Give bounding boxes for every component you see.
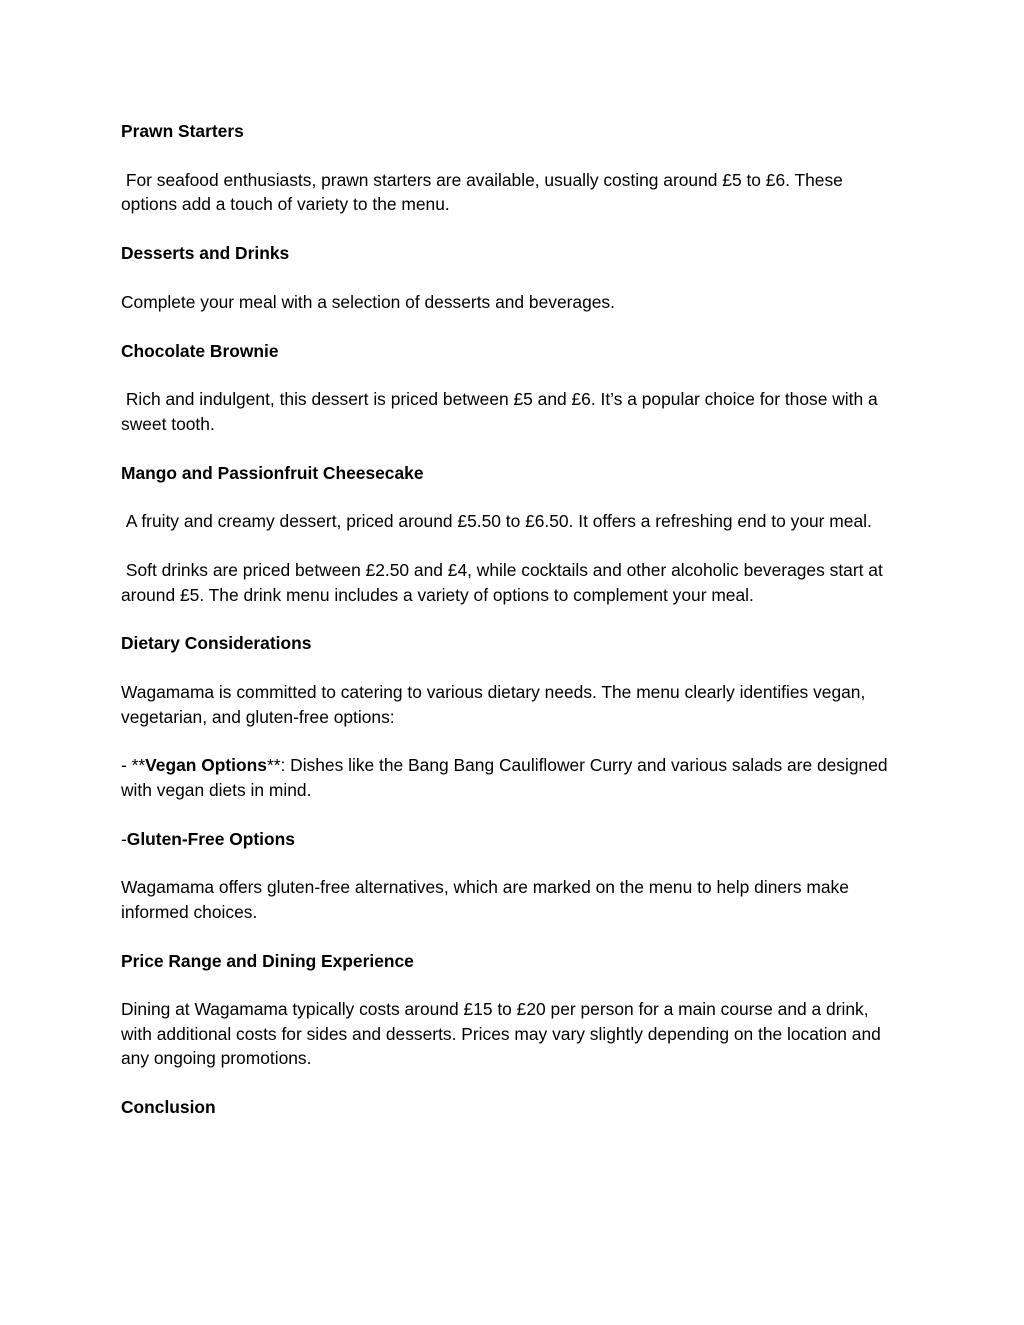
heading-conclusion: Conclusion — [121, 1097, 216, 1117]
heading-prawn-starters: Prawn Starters — [121, 121, 244, 141]
vegan-prefix: - ** — [121, 755, 146, 776]
heading-chocolate-brownie: Chocolate Brownie — [121, 340, 279, 361]
heading-desserts-and-drinks: Desserts and Drinks — [121, 243, 290, 263]
paragraph-drinks: Soft drinks are priced between £2.50 and £4, while cocktails and other alcoholic beverages start at around £5. The drink menu includes a variety of options to complement your meal. — [121, 560, 888, 605]
paragraph-price-range: Dining at Wagamama typically costs around £15 to £20 per person for a main course and a drink, with additional costs for sides and desserts. Prices may vary slightly depending on the location and any ongoing promotions. — [121, 999, 881, 1069]
heading-mango-cheesecake: Mango and Passionfruit Cheesecake — [121, 462, 424, 483]
document-page — [121, 119, 901, 1144]
paragraph-dietary-considerations: Wagamama is committed to catering to various dietary needs. The menu clearly identifies vegan, vegetarian, and gluten-free options: — [121, 682, 866, 727]
vegan-label: Vegan Options — [145, 755, 267, 776]
gluten-label: Gluten-Free Options — [126, 828, 295, 849]
paragraph-prawn-starters: For seafood enthusiasts, prawn starters are available, usually costing around £5 to £6. These options add a touch of variety to the menu. — [121, 169, 848, 215]
list-item-gluten-free — [121, 827, 901, 851]
paragraph-mango-cheesecake: A fruity and creamy dessert, priced around £5.50 to £6.50. It offers a refreshing end to your meal. — [121, 511, 872, 532]
paragraph-gluten-free: Wagamama offers gluten-free alternatives, which are marked on the menu to help diners make informed choices. — [121, 877, 849, 922]
paragraph-chocolate-brownie: Rich and indulgent, this dessert is priced between £5 and £6. It’s a popular choice for those with a sweet tooth. — [121, 389, 883, 434]
list-item-vegan-options — [121, 753, 901, 802]
heading-price-range: Price Range and Dining Experience — [121, 950, 414, 971]
vegan-description: **: Dishes like the Bang Bang Cauliflower Curry and various salads are designed with vegan diets in mind. — [121, 755, 888, 800]
heading-dietary-considerations: Dietary Considerations — [121, 633, 312, 654]
gluten-prefix: - — [121, 828, 127, 849]
paragraph-desserts-and-drinks: Complete your meal with a selection of desserts and beverages. — [121, 291, 615, 312]
